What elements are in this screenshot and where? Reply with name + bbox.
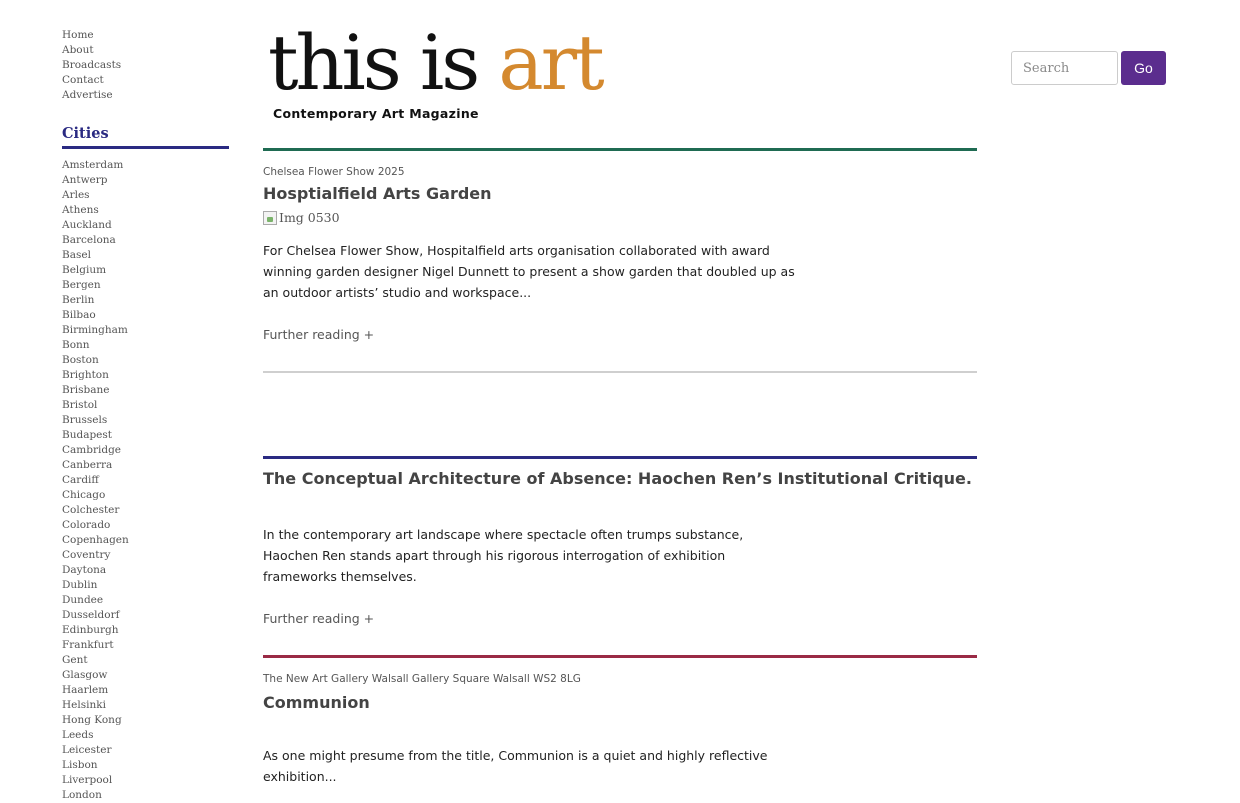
nav-about-link[interactable]: About	[62, 44, 94, 56]
city-link[interactable]: Brisbane	[62, 384, 110, 396]
nav-broadcasts-link[interactable]: Broadcasts	[62, 59, 122, 71]
main-content	[263, 148, 977, 784]
city-link[interactable]: Coventry	[62, 549, 111, 561]
city-link[interactable]: Helsinki	[62, 699, 106, 711]
city-link[interactable]: Cardiff	[62, 474, 99, 486]
broken-image-icon	[263, 211, 277, 225]
nav-home-link[interactable]: Home	[62, 29, 94, 41]
search-input[interactable]	[1011, 51, 1118, 85]
article-card	[263, 148, 977, 373]
city-link[interactable]: Dundee	[62, 594, 104, 606]
city-link[interactable]: Leicester	[62, 744, 112, 756]
city-link[interactable]: Bergen	[62, 279, 101, 291]
city-link[interactable]: Athens	[62, 204, 99, 216]
city-link[interactable]: Haarlem	[62, 684, 109, 696]
top-nav	[62, 28, 229, 103]
logo-text-art: art	[498, 18, 602, 107]
city-link[interactable]: Copenhagen	[62, 534, 129, 546]
article-title-link[interactable]: Hosptialfield Arts Garden	[263, 184, 492, 203]
article-title-link[interactable]: The Conceptual Architecture of Absence: Haochen Ren’s Institutional Critique.	[263, 469, 972, 488]
city-link[interactable]: Edinburgh	[62, 624, 119, 636]
city-link[interactable]: Gent	[62, 654, 88, 666]
article-image[interactable]	[263, 210, 977, 226]
city-link[interactable]: Canberra	[62, 459, 113, 471]
article-excerpt: In the contemporary art landscape where spectacle often trumps substance, Haochen Ren stands apart through his rigorous interrogation of exhibition frameworks themselves.	[263, 527, 744, 584]
nav-advertise-link[interactable]: Advertise	[62, 89, 113, 101]
sidebar	[62, 28, 229, 803]
article-kicker: The New Art Gallery Walsall Gallery Square Walsall WS2 8LG	[263, 673, 581, 685]
city-link[interactable]: London	[62, 789, 102, 801]
site-logo[interactable]	[268, 18, 602, 121]
city-link[interactable]: Brighton	[62, 369, 109, 381]
city-link[interactable]: Bilbao	[62, 309, 96, 321]
city-link[interactable]: Dublin	[62, 579, 98, 591]
city-link[interactable]: Amsterdam	[62, 159, 124, 171]
article-divider	[263, 371, 977, 373]
cities-heading: Cities	[62, 125, 229, 149]
city-link[interactable]: Bristol	[62, 399, 98, 411]
city-link[interactable]: Belgium	[62, 264, 107, 276]
city-link[interactable]: Barcelona	[62, 234, 116, 246]
city-link[interactable]: Daytona	[62, 564, 107, 576]
article-card	[263, 655, 977, 787]
logo-text-this-is: this is	[268, 18, 499, 107]
logo-wordmark	[268, 18, 602, 107]
city-link[interactable]: Brussels	[62, 414, 108, 426]
article-excerpt: For Chelsea Flower Show, Hospitalfield arts organisation collaborated with award winning garden designer Nigel Dunnett to present a show garden that doubled up as an outdoor artists’ studio and workspace...	[263, 243, 795, 300]
article-kicker: Chelsea Flower Show 2025	[263, 166, 405, 178]
city-link[interactable]: Hong Kong	[62, 714, 122, 726]
article-image-alt: Img 0530	[279, 210, 340, 225]
search-go-button[interactable]: Go	[1121, 51, 1166, 85]
city-link[interactable]: Dusseldorf	[62, 609, 120, 621]
cities-list	[62, 158, 229, 803]
further-reading-link[interactable]: Further reading +	[263, 611, 375, 626]
city-link[interactable]: Birmingham	[62, 324, 128, 336]
article-card	[263, 456, 977, 627]
city-link[interactable]: Colorado	[62, 519, 111, 531]
city-link[interactable]: Frankfurt	[62, 639, 114, 651]
further-reading-link[interactable]: Further reading +	[263, 327, 375, 342]
nav-contact-link[interactable]: Contact	[62, 74, 104, 86]
city-link[interactable]: Cambridge	[62, 444, 122, 456]
city-link[interactable]: Budapest	[62, 429, 113, 441]
search-form	[1011, 51, 1166, 85]
city-link[interactable]: Bonn	[62, 339, 90, 351]
city-link[interactable]: Basel	[62, 249, 91, 261]
logo-tagline: Contemporary Art Magazine	[273, 106, 479, 121]
city-link[interactable]: Chicago	[62, 489, 106, 501]
city-link[interactable]: Arles	[62, 189, 90, 201]
city-link[interactable]: Boston	[62, 354, 99, 366]
article-title-link[interactable]: Communion	[263, 693, 370, 712]
city-link[interactable]: Colchester	[62, 504, 120, 516]
city-link[interactable]: Glasgow	[62, 669, 108, 681]
city-link[interactable]: Auckland	[62, 219, 112, 231]
city-link[interactable]: Lisbon	[62, 759, 98, 771]
city-link[interactable]: Leeds	[62, 729, 94, 741]
city-link[interactable]: Berlin	[62, 294, 95, 306]
city-link[interactable]: Antwerp	[62, 174, 108, 186]
city-link[interactable]: Liverpool	[62, 774, 113, 786]
article-excerpt: As one might presume from the title, Communion is a quiet and highly reflective exhibition...	[263, 748, 768, 784]
